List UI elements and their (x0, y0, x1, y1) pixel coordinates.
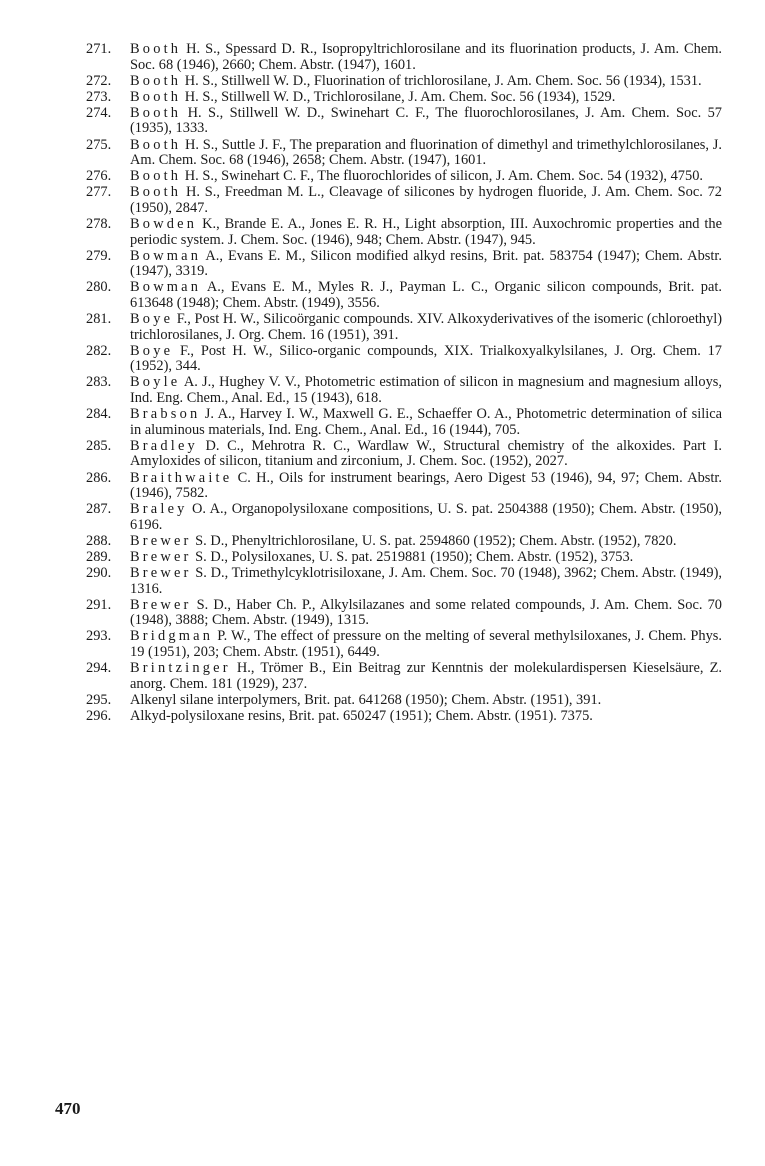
reference-entry (86, 629, 722, 660)
reference-text: J. A., Harvey I. W., Maxwell G. E., Schaeffer O. A., Photometric determination of silica in aluminous materials, Ind. Eng. Chem., Anal. Ed., 16 (1944), 705. (130, 406, 722, 438)
reference-text: O. A., Organopolysiloxane compositions, U. S. pat. 2504388 (1950); Chem. Abstr. (1950), 6196. (130, 501, 722, 533)
reference-text: D. C., Mehrotra R. C., Wardlaw W., Structural chemistry of the alkoxides. Part I. Amyloxides of silicon, titanium and zirconium, J. Chem. Soc. (1952), 2027. (130, 437, 722, 470)
reference-author: Brewer (130, 596, 192, 613)
reference-number: 271. (86, 41, 112, 57)
reference-number: 284. (86, 406, 112, 423)
reference-entry (86, 407, 722, 438)
reference-author: Booth (130, 184, 182, 201)
reference-entry (86, 106, 722, 137)
reference-list (86, 42, 722, 725)
reference-number: 293. (86, 628, 112, 645)
reference-entry (86, 550, 722, 566)
reference-number: 272. (86, 72, 112, 89)
reference-text: S. D., Polysiloxanes, U. S. pat. 2519881 (1950); Chem. Abstr. (1952), 3753. (191, 549, 634, 565)
reference-text: H. S., Stillwell W. D., Swinehart C. F., The fluorochlorosilanes, J. Am. Chem. Soc. 57 (1935), 1333. (130, 104, 722, 137)
reference-entry (86, 661, 722, 692)
reference-author: Booth (130, 88, 182, 105)
reference-entry (86, 534, 722, 550)
reference-author: Bradley (130, 437, 198, 454)
reference-text: F., Post H. W., Silicoörganic compounds. XIV. Alkoxyderivatives of the isomeric (chloroethyl) trichlorosilanes, J. Org. Chem. 16 (1951), 391. (130, 311, 722, 343)
reference-text: K., Brande E. A., Jones E. R. H., Light absorption, III. Auxochromic properties and the periodic system. J. Chem. Soc. (1946), 948; Chem. Abstr. (1947), 945. (130, 216, 722, 248)
reference-text: Alkyd-polysiloxane resins, Brit. pat. 650247 (1951); Chem. Abstr. (1951). 7375. (130, 707, 593, 724)
page-number: 470 (55, 1099, 81, 1118)
reference-author: Braithwaite (130, 469, 233, 486)
reference-text: H. S., Stillwell W. D., Fluorination of trichlorosilane, J. Am. Chem. Soc. 56 (1934), 1531. (181, 72, 702, 89)
reference-text: H. S., Freedman M. L., Cleavage of silicones by hydrogen fluoride, J. Am. Chem. Soc. 72 (1950), 2847. (130, 184, 722, 216)
reference-author: Bowman (130, 247, 202, 264)
reference-text: H. S., Suttle J. F., The preparation and fluorination of dimethyl and trimethylchlorosilanes, J. Am. Chem. Soc. 68 (1946), 2658; Chem. Abstr. (1947), 1601. (130, 136, 722, 169)
reference-text: H., Trömer B., Ein Beitrag zur Kenntnis der molekulardispersen Kieselsäure, Z. anorg. Chem. 181 (1929), 237. (130, 660, 722, 692)
reference-author: Brewer (130, 532, 192, 549)
reference-number: 277. (86, 184, 112, 201)
reference-text: S. D., Haber Ch. P., Alkylsilazanes and some related compounds, J. Am. Chem. Soc. 70 (1948), 3888; Chem. Abstr. (1949), 1315. (130, 596, 722, 629)
reference-text: S. D., Phenyltrichlorosilane, U. S. pat. 2594860 (1952); Chem. Abstr. (1952), 7820. (191, 532, 677, 549)
reference-entry (86, 74, 722, 90)
reference-entry (86, 90, 722, 106)
reference-entry (86, 375, 722, 406)
reference-author: Brintzinger (130, 660, 231, 677)
reference-number: 278. (86, 216, 112, 233)
reference-author: Bowden (130, 216, 198, 233)
reference-entry (86, 471, 722, 502)
reference-text: A., Evans E. M., Myles R. J., Payman L. C., Organic silicon compounds, Brit. pat. 613648 (1948); Chem. Abstr. (1949), 3556. (130, 279, 722, 311)
reference-number: 287. (86, 501, 112, 518)
reference-entry (86, 598, 722, 629)
reference-number: 276. (86, 168, 112, 185)
reference-author: Booth (130, 72, 182, 89)
reference-entry (86, 312, 722, 343)
reference-author: Braley (130, 501, 188, 518)
reference-text: F., Post H. W., Silico-organic compounds, XIX. Trialkoxyalkylsilanes, J. Org. Chem. 17 (1952), 344. (130, 342, 722, 375)
reference-text: A. J., Hughey V. V., Photometric estimation of silicon in magnesium and magnesium alloys, Ind. Eng. Chem., Anal. Ed., 15 (1943), 618. (130, 374, 722, 407)
reference-number: 291. (86, 596, 112, 613)
reference-text: H. S., Spessard D. R., Isopropyltrichlorosilane and its fluorination products, J. Am. Chem. Soc. 68 (1946), 2660; Chem. Abstr. (1947), 1601. (130, 41, 722, 73)
reference-text: P. W., The effect of pressure on the melting of several methylsiloxanes, J. Chem. Phys. 19 (1951), 203; Chem. Abstr. (1951), 6449. (130, 628, 722, 661)
reference-number: 289. (86, 549, 112, 565)
reference-author: Bowman (130, 279, 202, 296)
reference-author: Bridgman (130, 628, 214, 645)
reference-author: Boye (130, 342, 174, 359)
reference-number: 288. (86, 532, 112, 549)
reference-entry (86, 502, 722, 533)
reference-entry (86, 693, 722, 709)
reference-entry (86, 344, 722, 375)
reference-number: 273. (86, 88, 112, 105)
reference-entry (86, 138, 722, 169)
reference-author: Brewer (130, 549, 192, 565)
reference-number: 275. (86, 136, 112, 153)
reference-number: 283. (86, 374, 112, 391)
reference-text: H. S., Stillwell W. D., Trichlorosilane, J. Am. Chem. Soc. 56 (1934), 1529. (181, 88, 616, 105)
reference-number: 285. (86, 437, 112, 454)
reference-author: Booth (130, 168, 182, 185)
reference-text: C. H., Oils for instrument bearings, Aero Digest 53 (1946), 94, 97; Chem. Abstr. (1946), 7582. (130, 469, 722, 502)
reference-author: Booth (130, 136, 182, 153)
reference-entry (86, 42, 722, 73)
reference-text: S. D., Trimethylcyklotrisiloxane, J. Am. Chem. Soc. 70 (1948), 3962; Chem. Abstr. (1949), 1316. (130, 565, 722, 597)
reference-number: 279. (86, 247, 112, 264)
reference-number: 282. (86, 342, 112, 359)
reference-entry (86, 249, 722, 280)
reference-number: 295. (86, 691, 112, 708)
reference-number: 274. (86, 104, 112, 121)
reference-text: A., Evans E. M., Silicon modified alkyd resins, Brit. pat. 583754 (1947); Chem. Abstr. (1947), 3319. (130, 247, 722, 280)
reference-number: 296. (86, 707, 112, 724)
reference-entry (86, 185, 722, 216)
reference-author: Booth (130, 104, 182, 121)
reference-entry (86, 169, 722, 185)
reference-entry (86, 439, 722, 470)
reference-entry (86, 280, 722, 311)
reference-entry (86, 566, 722, 597)
reference-author: Brewer (130, 565, 192, 582)
reference-author: Booth (130, 41, 182, 57)
reference-author: Brabson (130, 406, 201, 423)
reference-number: 290. (86, 565, 112, 582)
reference-text: Alkenyl silane interpolymers, Brit. pat. 641268 (1950); Chem. Abstr. (1951), 391. (130, 691, 602, 708)
reference-number: 294. (86, 660, 112, 677)
reference-number: 281. (86, 311, 112, 328)
reference-entry (86, 709, 722, 725)
reference-author: Boyle (130, 374, 181, 391)
reference-entry (86, 217, 722, 248)
reference-number: 280. (86, 279, 112, 296)
reference-number: 286. (86, 469, 112, 486)
reference-text: H. S., Swinehart C. F., The fluorochlorides of silicon, J. Am. Chem. Soc. 54 (1932), 4750. (181, 168, 703, 185)
reference-author: Boye (130, 311, 174, 328)
